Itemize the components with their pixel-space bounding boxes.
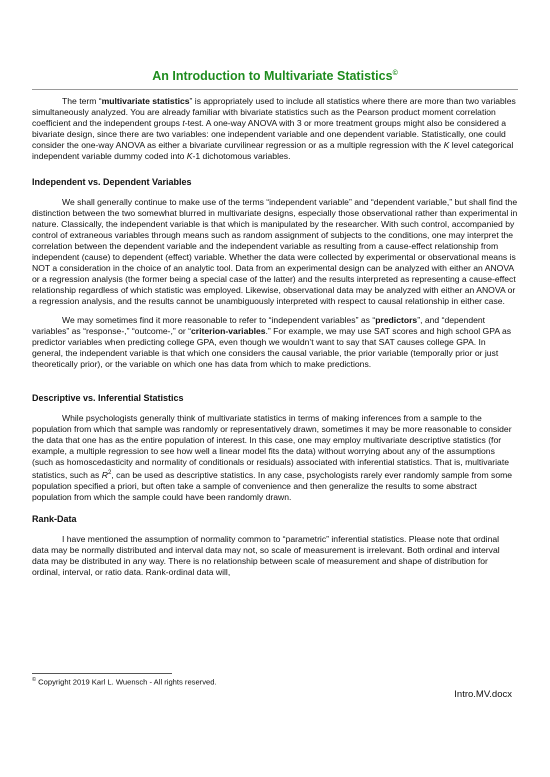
copyright-mark: © xyxy=(392,70,398,77)
term-multivariate-statistics: multivariate statistics xyxy=(101,96,190,107)
term-criterion-variables: criterion-variables xyxy=(191,326,266,337)
term-predictors: predictors xyxy=(375,315,418,326)
section3-paragraph-1: I have mentioned the assumption of normality common to “parametric” inferential statistics. Please note that ordinal data may be normally distributed and interval data may not, so scale of measurement is irrelevant. Both ordinal and interval data may be distributed in any way. There is no relationship between scale of measurement and shape of distribution for ordinal, interval, or ratio data. Rank-ordinal data will, xyxy=(32,534,500,578)
document-filename: Intro.MV.docx xyxy=(454,689,512,700)
section1-paragraph-2: We may sometimes find it more reasonable to refer to “independent variables” as “predictors”, and “dependent variables” as “response-,” “outcome-,” or “criterion-variables.” For example, we may use SAT scores and high school GPA as predictor variables when predicting college GPA, even though we wouldn’t want to say that SAT causes college GPA. In general, the independent variable is that which one considers the causal variable, the prior variable (temporally prior or just theoretically prior), or the variable on which one has data from which to make predictions. xyxy=(32,315,512,370)
document-title xyxy=(32,66,518,84)
section1-paragraph-1: We shall generally continue to make use of the terms “independent variable” and “dependent variable,” but shall find the distinction between the two somewhat blurred in multivariate designs, especially those observational rather than experimental in nature. Classically, the independent variable is that which is manipulated by the researcher. With such control, accompanied by control of extraneous variables through means such as random assignment of subjects to the conditions, one may interpret the correlation between the dependent variable and the independent variable as resulting from a cause-effect relationship from independent (cause) to dependent (effect) variable. Whether the data were collected by experimental or observational means is NOT a consideration in the choice of an analytic tool. Data from an experimental design can be analyzed with either an ANOVA or a regression analysis (the former being a special case of the latter) and the results interpreted as representing a cause-effect relationship regardless of which statistic was employed. Likewise, observational data may be analyzed with either an ANOVA or a regression analysis, and the results cannot be unambiguously interpreted with respect to causal relationship in either case. xyxy=(32,197,518,307)
document-page xyxy=(32,54,518,578)
copyright-footnote: © Copyright 2019 Karl L. Wuensch - All rights reserved. xyxy=(32,677,217,687)
section-heading-descriptive-inferential: Descriptive vs. Inferential Statistics xyxy=(32,393,184,404)
footnote-mark: © xyxy=(32,677,37,683)
section-heading-rank-data: Rank-Data xyxy=(32,514,77,525)
title-divider xyxy=(32,89,518,90)
title-text: An Introduction to Multivariate Statistics xyxy=(152,69,393,84)
section2-paragraph-1: While psychologists generally think of multivariate statistics in terms of making inferences from a sample to the population from which that sample was randomly or representatively drawn, sometimes it may be more reasonable to consider the data that one has as the entire population of interest. In this case, one may employ multivariate descriptive statistics (for example, a multiple regression to see how well a linear model fits the data) without worrying about any of the assumptions (such as homoscedasticity and normality of conditionals or residuals) associated with inferential statistics. That is, multivariate statistics, such as $R^2$, can be used as descriptive statistics. In any case, psychologists rarely ever randomly sample from some population specified a priori, but often take a sample of convenience and then generalize the results to some abstract population from which the sample could have been randomly drawn. xyxy=(32,413,513,503)
intro-paragraph: The term “multivariate statistics” is appropriately used to include all statistics where there are more than two variables simultaneously analyzed. You are already familiar with bivariate statistics such as the Pearson product moment correlation coefficient and the independent groups t-test. A one-way ANOVA with 3 or more treatment groups might also be considered a bivariate design, since there are two variables: one independent variable and one dependent variable. Statistically, one could consider the one-way ANOVA as either a bivariate curvilinear regression or as a multiple regression with the K level categorical independent variable dummy coded into K-1 dichotomous variables. xyxy=(32,96,516,162)
footnote-divider xyxy=(32,673,172,674)
section-heading-independent-dependent: Independent vs. Dependent Variables xyxy=(32,177,192,188)
